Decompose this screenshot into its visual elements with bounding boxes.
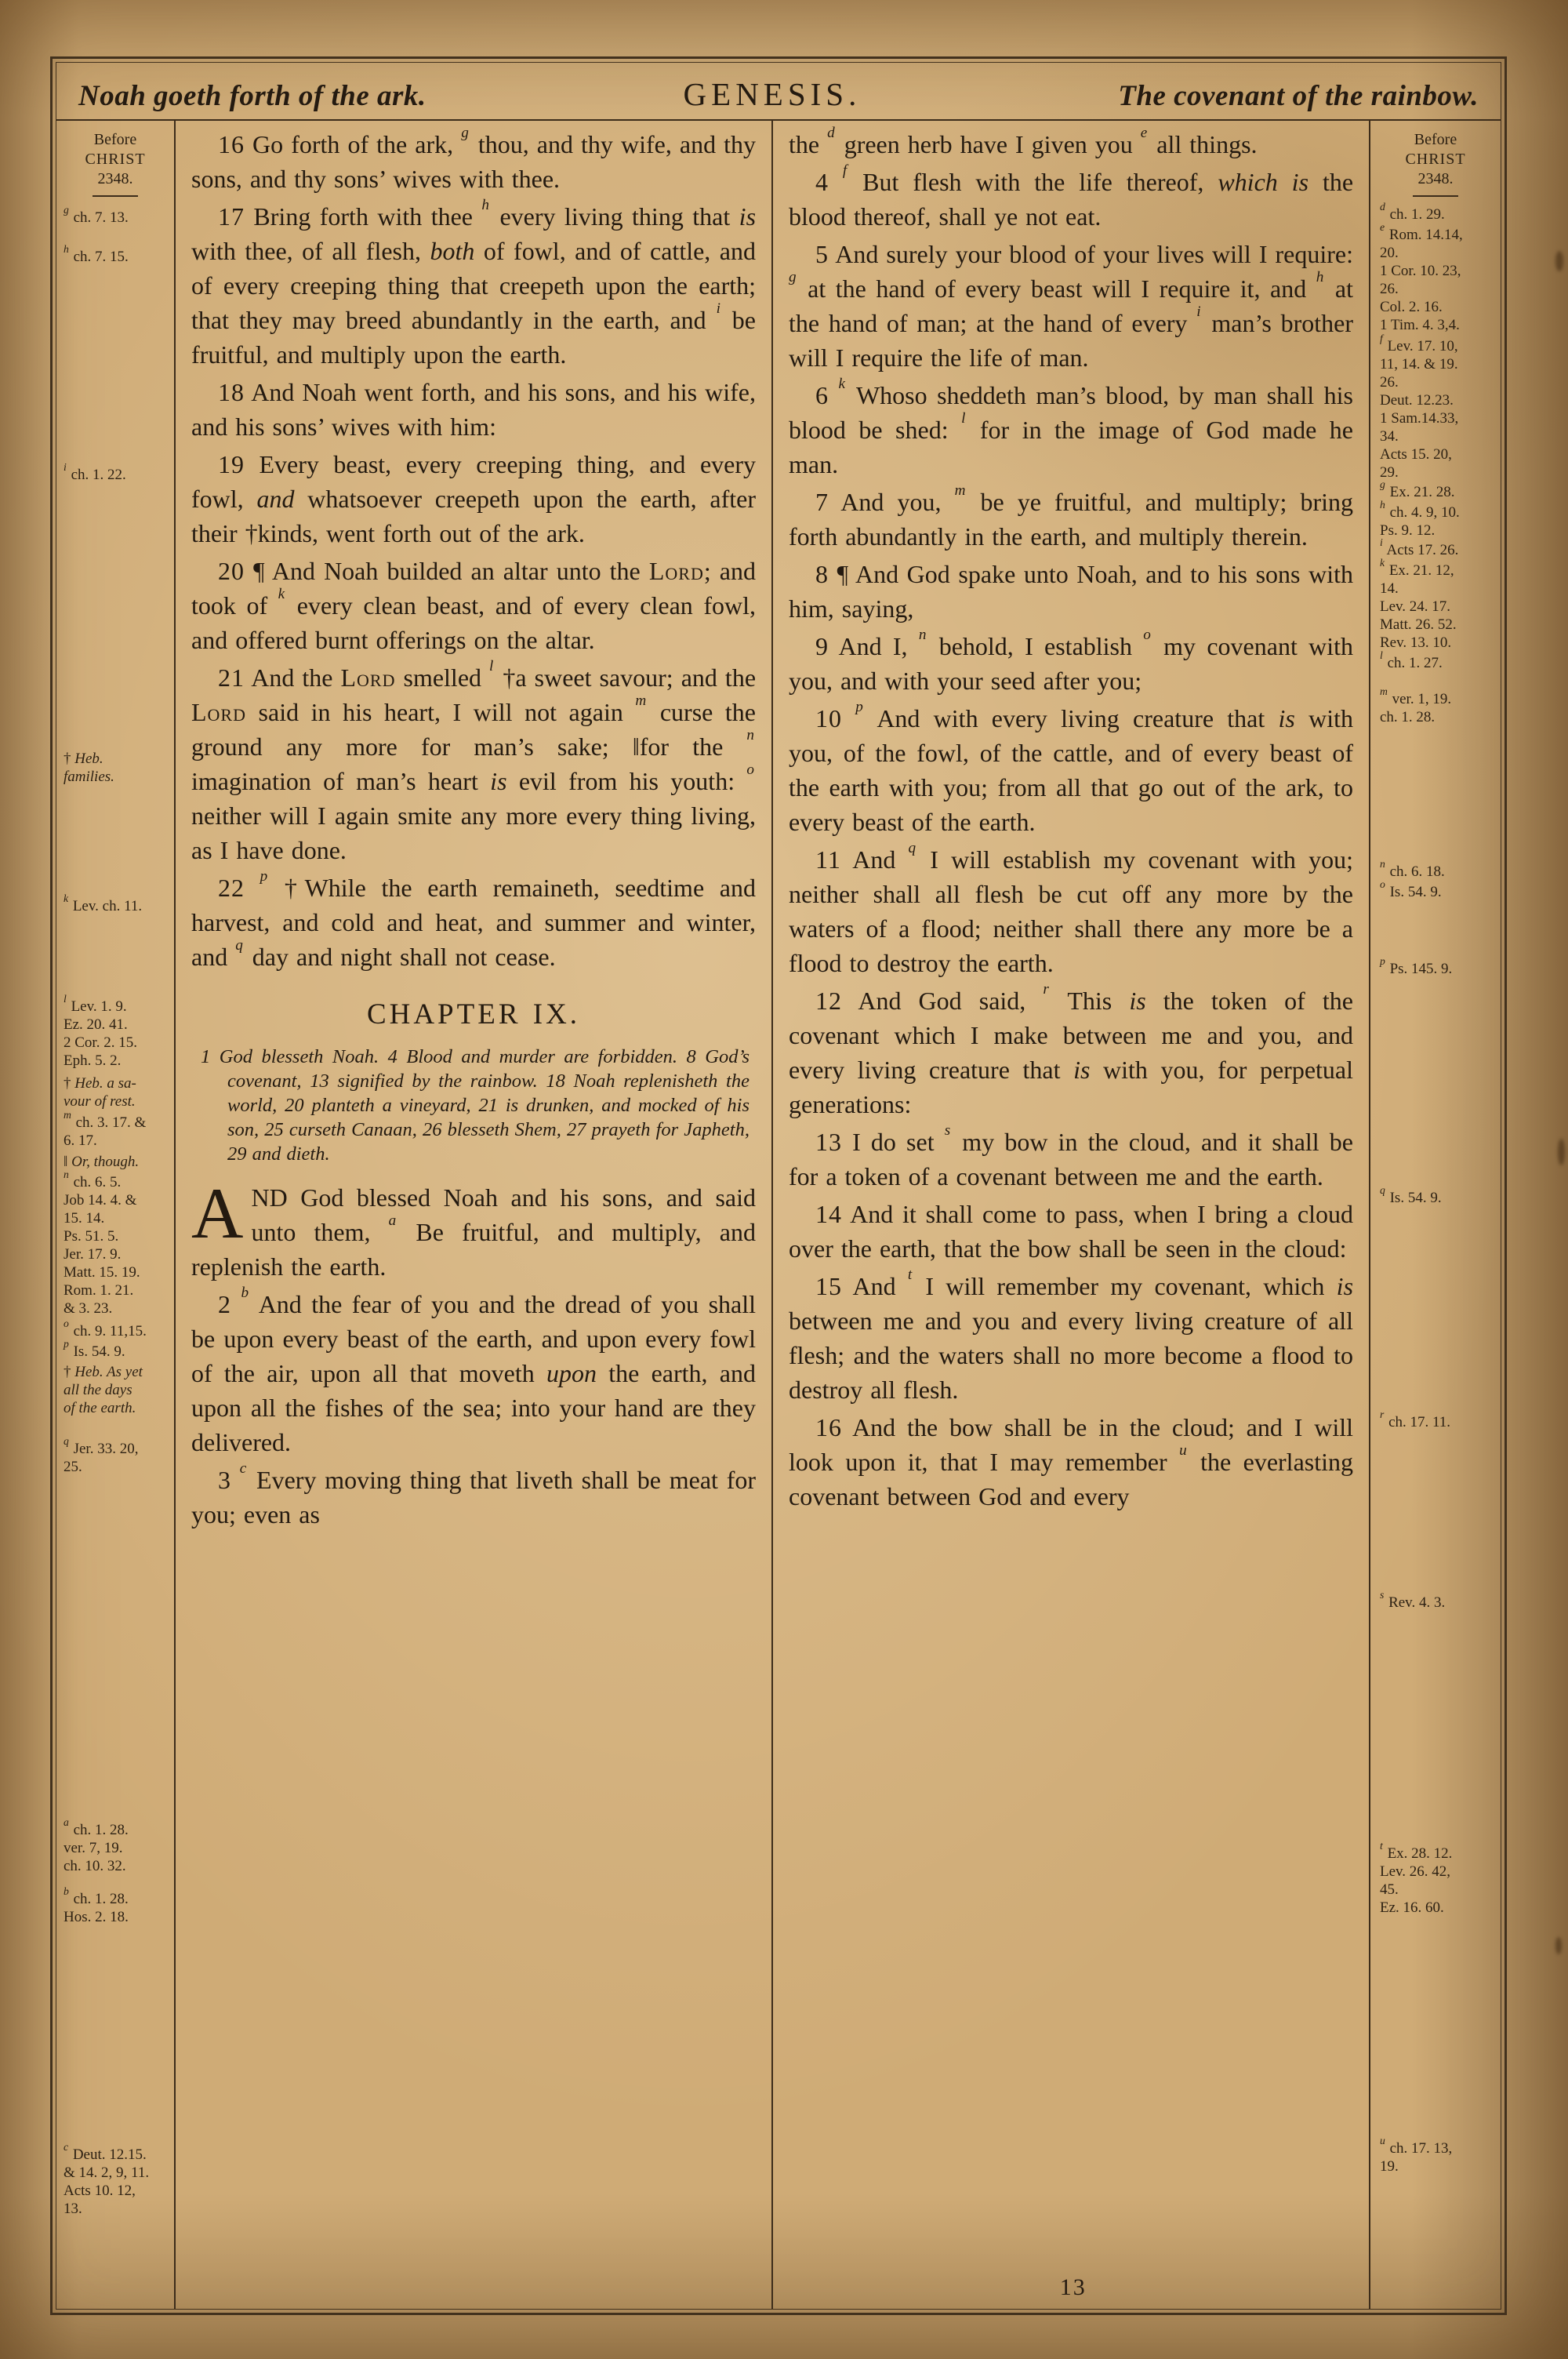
ref-letter: b bbox=[64, 1885, 69, 1897]
verse: 5 And surely your blood of your lives will I require: $^g$ at the hand of every beast will I require it, and $^h$ at the hand of man; at the hand of every $^i$ man’s brother will I require the life of man. bbox=[789, 240, 1354, 372]
right-margin-column bbox=[1370, 121, 1501, 2309]
content-columns bbox=[56, 121, 1501, 2309]
margin-reference: † Heb. families. bbox=[64, 751, 114, 785]
verse-number: 15 bbox=[815, 1272, 842, 1300]
ref-letter: g bbox=[1380, 478, 1385, 490]
ref-letter: s bbox=[944, 1121, 951, 1139]
verse: 10 $^p$ And with every living creature that is with you, of the fowl, of the cattle, and of every beast of the earth with you; from all that go out of the ark, to every beast of the earth. bbox=[789, 698, 1354, 836]
verse: AND God blessed Noah and his sons, and said unto them, $^a$ Be fruitful, and multiply, and replenish the earth. bbox=[191, 1173, 757, 1281]
verse-number: 5 bbox=[815, 240, 829, 268]
verse: 9 And I, $^n$ behold, I establish $^o$ my covenant with you, and with your seed after you; bbox=[789, 626, 1354, 695]
verse-number: 11 bbox=[815, 845, 841, 874]
ref-letter: a bbox=[388, 1212, 397, 1229]
verse-number: 19 bbox=[218, 450, 245, 478]
verse: 11 And $^q$ I will establish my covenant with you; neither shall all flesh be cut off any more by the waters of a flood; neither shall there any more be a flood to destroy the earth. bbox=[789, 839, 1354, 977]
margin-reference: $^o$ ch. 9. 11,15. bbox=[64, 1317, 147, 1339]
margin-reference: $^k$ Lev. ch. 11. bbox=[64, 892, 143, 914]
ref-letter: b bbox=[241, 1284, 249, 1301]
ref-letter: r bbox=[1380, 1408, 1385, 1420]
ref-letter: o bbox=[746, 761, 755, 778]
verse-number: 9 bbox=[815, 632, 829, 660]
left-margin-column bbox=[56, 121, 176, 2309]
verse-number: 20 bbox=[218, 557, 245, 585]
ref-letter: p bbox=[64, 1337, 69, 1350]
verse-number: 13 bbox=[815, 1128, 842, 1156]
before-christ-heading bbox=[56, 121, 174, 197]
ref-letter: t bbox=[907, 1266, 913, 1283]
ref-letter: q bbox=[908, 839, 916, 856]
margin-reference: $^o$ Is. 54. 9. bbox=[1380, 878, 1442, 900]
paper-blemish bbox=[1555, 251, 1563, 271]
margin-reference: $^m$ ver. 1, 19. ch. 1. 28. bbox=[1380, 685, 1452, 725]
margin-reference: $^e$ Rom. 14.14, 20. 1 Cor. 10. 23, 26. Col. 2. 16. 1 Tim. 4. 3,4. bbox=[1380, 220, 1463, 333]
verse: 15 And $^t$ I will remember my covenant, which is between me and you and every living creature of all flesh; and the waters shall no more become a flood to destroy all flesh. bbox=[789, 1266, 1354, 1404]
verse-number: 16 bbox=[815, 1413, 842, 1441]
ref-letter: d bbox=[827, 124, 835, 141]
verse-number: 22 bbox=[218, 874, 245, 902]
lord-small-caps: Lord bbox=[648, 557, 704, 585]
margin-reference: $^u$ ch. 17. 13, 19. bbox=[1380, 2134, 1453, 2175]
verse: 17 Bring forth with thee $^h$ every living thing that is with thee, of all flesh, both of fowl, and of cattle, and of every creeping thing that creepeth upon the earth; that they may breed abundantly in the earth, and $^i$ be fruitful, and multiply upon the earth. bbox=[191, 196, 757, 369]
verse: 8 ¶ And God spake unto Noah, and to his sons with him, saying, bbox=[789, 560, 1353, 623]
ref-letter: g bbox=[64, 203, 69, 216]
before-christ-heading bbox=[1370, 121, 1501, 197]
ref-letter: r bbox=[1043, 980, 1049, 998]
ref-letter: i bbox=[64, 460, 67, 473]
margin-reference: $^r$ ch. 17. 11. bbox=[1380, 1408, 1451, 1430]
ref-letter: h bbox=[1316, 268, 1324, 285]
ref-letter: o bbox=[1380, 878, 1385, 890]
verse-number: 21 bbox=[218, 663, 245, 692]
genesis8-verses bbox=[191, 124, 757, 974]
margin-reference: ‖ Or, though. bbox=[64, 1154, 140, 1170]
verse-number: 2 bbox=[218, 1290, 231, 1318]
ref-letter: g bbox=[461, 124, 469, 141]
margin-reference: † Heb. a sa- vour of rest. bbox=[64, 1075, 136, 1110]
ref-letter: n bbox=[64, 1168, 69, 1180]
drop-cap: A bbox=[191, 1173, 244, 1253]
paper-blemish bbox=[1558, 1139, 1565, 1165]
page-frame-inner bbox=[56, 62, 1501, 2310]
paper-blemish bbox=[1555, 1937, 1562, 1954]
left-text-column bbox=[176, 121, 773, 2309]
page-header bbox=[56, 63, 1501, 121]
ref-letter: a bbox=[64, 1816, 69, 1828]
ref-letter: m bbox=[635, 692, 647, 709]
ref-letter: c bbox=[64, 2140, 69, 2153]
chapter-heading: CHAPTER IX. bbox=[366, 998, 581, 1030]
genesis9-verses-continued bbox=[789, 124, 1354, 1514]
before-christ-line: CHRIST bbox=[1405, 151, 1466, 168]
ref-letter: l bbox=[1380, 649, 1383, 661]
verse-number: 14 bbox=[815, 1200, 842, 1228]
verse: 4 $^f$ But flesh with the life thereof, which is the blood thereof, shall ye not eat. bbox=[789, 162, 1354, 231]
ref-letter: q bbox=[64, 1434, 69, 1447]
margin-reference: $^c$ Deut. 12.15. & 14. 2, 9, 11. Acts 10. 12, 13. bbox=[64, 2140, 150, 2217]
ref-letter: k bbox=[1380, 556, 1385, 569]
ref-letter: l bbox=[489, 657, 494, 674]
ref-letter: t bbox=[1380, 1839, 1383, 1852]
running-head-right: The covenant of the rainbow. bbox=[1118, 80, 1479, 112]
margin-reference: $^s$ Rev. 4. 3. bbox=[1380, 1588, 1446, 1611]
margin-reference: $^q$ Is. 54. 9. bbox=[1380, 1183, 1442, 1206]
ref-letter: e bbox=[1380, 220, 1385, 233]
margin-reference: $^f$ Lev. 17. 10, 11, 14. & 19. 26. Deut. 12.23. 1 Sam.14.33, 34. Acts 15. 20, 29. bbox=[1380, 332, 1459, 481]
margin-reference: $^h$ ch. 4. 9, 10. Ps. 9. 12. bbox=[1380, 498, 1460, 539]
ref-letter: h bbox=[481, 196, 490, 213]
margin-reference: $^g$ ch. 7. 13. bbox=[64, 203, 129, 226]
page-number: 13 bbox=[1059, 2274, 1087, 2300]
ref-letter: k bbox=[278, 585, 285, 602]
margin-reference: $^l$ Lev. 1. 9. Ez. 20. 41. 2 Cor. 2. 15. Eph. 5. 2. bbox=[64, 992, 137, 1069]
before-christ-line: 2348. bbox=[1417, 170, 1454, 187]
margin-reference: $^k$ Ex. 21. 12, 14. Lev. 24. 17. Matt. 26. 52. Rev. 13. 10. bbox=[1380, 556, 1457, 651]
ref-letter: i bbox=[716, 300, 720, 317]
margin-reference: $^p$ Ps. 145. 9. bbox=[1380, 954, 1453, 977]
ref-letter: n bbox=[1380, 857, 1385, 870]
verse: 13 I do set $^s$ my bow in the cloud, and it shall be for a token of a covenant between me and the earth. bbox=[789, 1121, 1353, 1190]
verse: 7 And you, $^m$ be ye fruitful, and multiply; bring forth abundantly in the earth, and multiply therein. bbox=[789, 482, 1354, 551]
ref-letter: h bbox=[64, 242, 69, 255]
ref-letter: m bbox=[954, 482, 966, 499]
ref-letter: h bbox=[1380, 498, 1385, 511]
ref-letter: m bbox=[1380, 685, 1388, 697]
ref-letter: u bbox=[1179, 1441, 1187, 1459]
verse-number: 7 bbox=[815, 488, 829, 516]
margin-reference: $^b$ ch. 1. 28. Hos. 2. 18. bbox=[64, 1885, 129, 1925]
margin-reference: $^p$ Is. 54. 9. bbox=[64, 1337, 125, 1360]
ref-letter: i bbox=[1196, 303, 1201, 320]
margin-reference: $^l$ ch. 1. 27. bbox=[1380, 649, 1443, 671]
genesis9-verses bbox=[191, 1173, 757, 1532]
verse-number: 3 bbox=[218, 1466, 231, 1494]
ref-letter: k bbox=[838, 375, 846, 392]
margin-reference: $^i$ Acts 17. 26. bbox=[1380, 536, 1459, 558]
page-frame bbox=[50, 56, 1507, 2315]
ref-letter: s bbox=[1380, 1588, 1385, 1601]
ref-letter: f bbox=[842, 162, 848, 179]
verse-number: 4 bbox=[815, 168, 829, 196]
ref-letter: u bbox=[1380, 2134, 1385, 2146]
before-christ-line: Before bbox=[1414, 131, 1457, 148]
running-head-left: Noah goeth forth of the ark. bbox=[78, 80, 426, 112]
before-christ-line: CHRIST bbox=[85, 151, 146, 168]
ref-letter: o bbox=[64, 1317, 69, 1329]
book-title: GENESIS. bbox=[683, 76, 862, 112]
margin-reference: † Heb. As yet all the days of the earth. bbox=[64, 1364, 143, 1416]
ref-letter: o bbox=[1143, 626, 1151, 643]
ref-letter: n bbox=[918, 626, 927, 643]
margin-reference: $^t$ Ex. 28. 12. Lev. 26. 42, 45. Ez. 16. 60. bbox=[1380, 1839, 1453, 1916]
verse: 2 $^b$ And the fear of you and the dread of you shall be upon every beast of the earth, and upon every fowl of the air, upon all that moveth upon the earth, and upon all the fishes of the sea; into your hand are they delivered. bbox=[191, 1284, 757, 1456]
right-text-column bbox=[773, 121, 1370, 2309]
margin-reference: $^i$ ch. 1. 22. bbox=[64, 460, 126, 483]
margin-reference: $^m$ ch. 3. 17. & 6. 17. bbox=[64, 1108, 147, 1149]
heading-rule bbox=[1413, 195, 1458, 197]
verse: 19 Every beast, every creeping thing, and every fowl, and whatsoever creepeth upon the earth, after their †kinds, went forth out of the ark. bbox=[191, 450, 757, 547]
ref-letter: m bbox=[64, 1108, 71, 1121]
verse-number: 18 bbox=[218, 378, 245, 406]
margin-reference: $^a$ ch. 1. 28. ver. 7, 19. ch. 10. 32. bbox=[64, 1816, 129, 1874]
verse-number: 16 bbox=[218, 130, 245, 158]
verse: 20 ¶ And Noah builded an altar unto the Lord; and took of $^k$ every clean beast, and of every clean fowl, and offered burnt offerings on the altar. bbox=[191, 557, 757, 654]
verse: 14 And it shall come to pass, when I bring a cloud over the earth, that the bow shall be seen in the cloud: bbox=[789, 1200, 1353, 1263]
before-christ-line: 2348. bbox=[97, 170, 133, 187]
margin-reference: $^g$ Ex. 21. 28. bbox=[1380, 478, 1455, 500]
verse-number: 8 bbox=[815, 560, 829, 588]
verse: 21 And the Lord smelled $^l$ †a sweet savour; and the Lord said in his heart, I will not again $^m$ curse the ground any more for man’s sake; ‖for the $^n$ imagination of man’s heart is evil from his youth: $^o$ neither will I again smite any more every thing living, as I have done. bbox=[191, 657, 757, 864]
margin-reference: $^q$ Jer. 33. 20, 25. bbox=[64, 1434, 139, 1475]
verse: 12 And God said, $^r$ This is the token of the covenant which I make between me and you, and every living creature that is with you, for perpetual generations: bbox=[789, 980, 1354, 1118]
ref-letter: q bbox=[235, 936, 243, 954]
ref-letter: d bbox=[1380, 200, 1385, 213]
ref-letter: p bbox=[260, 867, 268, 885]
verse-number: 6 bbox=[815, 381, 829, 409]
lord-small-caps: Lord bbox=[191, 698, 246, 726]
margin-reference: $^n$ ch. 6. 18. bbox=[1380, 857, 1445, 880]
verse: 22 $^p$ †While the earth remaineth, seedtime and harvest, and cold and heat, and summer and winter, and $^q$ day and night shall not cease. bbox=[191, 867, 757, 971]
verse-number: 17 bbox=[218, 202, 245, 231]
verse: the $^d$ green herb have I given you $^e$ all things. bbox=[789, 124, 1258, 158]
ref-letter: l bbox=[64, 992, 67, 1005]
verse-number: 12 bbox=[815, 987, 842, 1015]
ref-letter: e bbox=[1140, 124, 1148, 141]
ref-letter: l bbox=[961, 409, 966, 427]
ref-letter: i bbox=[1380, 536, 1383, 548]
ref-letter: p bbox=[855, 698, 863, 715]
lord-small-caps: Lord bbox=[340, 663, 396, 692]
verse: 18 And Noah went forth, and his sons, and his wife, and his sons’ wives with him: bbox=[191, 378, 756, 441]
ref-letter: g bbox=[789, 268, 797, 285]
verse-number: 10 bbox=[815, 704, 842, 732]
ref-letter: q bbox=[1380, 1183, 1385, 1196]
verse: 6 $^k$ Whoso sheddeth man’s blood, by man shall his blood be shed: $^l$ for in the image of God made he man. bbox=[789, 375, 1354, 478]
verse: 16 Go forth of the ark, $^g$ thou, and thy wife, and thy sons, and thy sons’ wives with thee. bbox=[191, 124, 757, 193]
verse: 16 And the bow shall be in the cloud; and I will look upon it, that I may remember $^u$ the everlasting covenant between God and every bbox=[789, 1413, 1354, 1510]
margin-reference: $^d$ ch. 1. 29. bbox=[1380, 200, 1445, 223]
ref-letter: f bbox=[1380, 332, 1383, 344]
margin-reference: $^n$ ch. 6. 5. Job 14. 4. & 15. 14. Ps. 51. 5. Jer. 17. 9. Matt. 15. 19. Rom. 1. 21. & 3. 23. bbox=[64, 1168, 140, 1317]
ref-letter: c bbox=[239, 1459, 247, 1477]
ref-letter: n bbox=[746, 726, 754, 743]
ref-letter: k bbox=[64, 892, 69, 904]
before-christ-line: Before bbox=[93, 131, 137, 148]
ref-letter: p bbox=[1380, 954, 1385, 967]
heading-rule bbox=[93, 195, 138, 197]
margin-reference: $^h$ ch. 7. 15. bbox=[64, 242, 129, 265]
verse: 3 $^c$ Every moving thing that liveth shall be meat for you; even as bbox=[191, 1459, 756, 1528]
chapter-summary: 1 God blesseth Noah. 4 Blood and murder are forbidden. 8 God’s covenant, 13 signified by the rainbow. 18 Noah replenisheth the world, 20 planteth a vineyard, 21 is drunken, and mocked of his son, 25 curseth Canaan, 26 blesseth Shem, 27 prayeth for Japheth, 29 and dieth. bbox=[201, 1046, 750, 1165]
